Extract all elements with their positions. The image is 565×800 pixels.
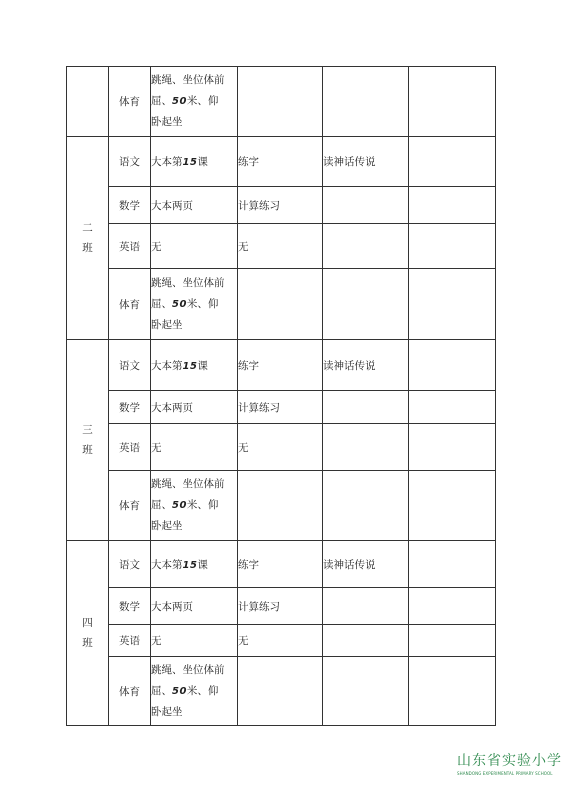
empty-cell	[409, 391, 496, 424]
school-logo	[457, 750, 565, 776]
pe-number: 50	[172, 96, 187, 107]
empty-cell	[323, 471, 409, 541]
empty-cell	[409, 657, 496, 726]
empty-cell	[409, 625, 496, 657]
pe-line: 跳绳、坐位体前	[151, 478, 225, 490]
subject-cell: 体育	[109, 67, 151, 137]
pe-line: 米、仰	[186, 297, 219, 310]
content-cell	[151, 137, 238, 187]
empty-cell	[409, 471, 496, 541]
pe-content-cell	[151, 269, 238, 340]
subject-cell: 体育	[109, 471, 151, 541]
empty-cell	[238, 269, 323, 340]
subject-cell: 数学	[109, 391, 151, 424]
lesson-number: 15	[182, 157, 198, 168]
class-name-char: 班	[82, 444, 93, 456]
content-text: 课	[197, 156, 208, 168]
subject-cell: 体育	[109, 269, 151, 340]
class-name-char: 三	[82, 424, 93, 436]
pe-line: 卧起坐	[151, 116, 183, 128]
empty-cell	[323, 391, 409, 424]
pe-number: 50	[172, 685, 187, 697]
homework-table	[66, 66, 496, 726]
class-cell	[67, 67, 109, 137]
subject-cell: 英语	[109, 224, 151, 269]
school-logo-chinese: 山东省实验小学	[457, 753, 562, 769]
empty-cell	[323, 224, 409, 269]
pe-line: 跳绳、坐位体前	[151, 74, 225, 86]
content-cell: 无	[151, 224, 238, 269]
lesson-number: 15	[182, 559, 198, 571]
pe-line: 卧起坐	[151, 705, 183, 718]
empty-cell	[409, 224, 496, 269]
class-name-cell	[67, 137, 109, 340]
empty-cell	[409, 67, 496, 137]
subject-cell: 语文	[109, 541, 151, 588]
empty-cell	[323, 625, 409, 657]
class-name-cell	[67, 340, 109, 541]
table-row	[67, 541, 496, 588]
pe-line: 屈、	[151, 684, 172, 697]
subject-cell: 数学	[109, 588, 151, 625]
empty-cell	[323, 424, 409, 471]
content-cell: 读神话传说	[323, 541, 409, 588]
content-cell: 读神话传说	[323, 340, 409, 391]
empty-cell	[323, 187, 409, 224]
content-text: 大本第	[151, 156, 183, 168]
class-name-char: 班	[82, 242, 93, 254]
content-cell: 无	[238, 625, 323, 657]
empty-cell	[409, 187, 496, 224]
school-logo-english: SHANDONG EXPERIMENTAL PRIMARY SCHOOL	[457, 771, 553, 776]
empty-cell	[409, 269, 496, 340]
empty-cell	[409, 137, 496, 187]
content-text: 大本第	[151, 558, 183, 571]
class-name-char: 班	[82, 637, 93, 649]
lesson-number: 15	[182, 360, 198, 372]
content-cell: 大本两页	[151, 187, 238, 224]
content-cell	[151, 340, 238, 391]
empty-cell	[323, 657, 409, 726]
empty-cell	[238, 67, 323, 137]
pe-number: 50	[172, 298, 187, 310]
subject-cell: 体育	[109, 657, 151, 726]
pe-content-cell	[151, 67, 238, 137]
table-row	[67, 657, 496, 726]
empty-cell	[409, 541, 496, 588]
pe-line: 屈、	[151, 297, 172, 310]
content-cell: 计算练习	[238, 391, 323, 424]
pe-line: 屈、	[151, 499, 172, 511]
class-name-cell	[67, 541, 109, 726]
empty-cell	[238, 471, 323, 541]
pe-line: 跳绳、坐位体前	[151, 276, 225, 289]
empty-cell	[238, 657, 323, 726]
pe-number: 50	[172, 500, 187, 511]
subject-cell: 语文	[109, 340, 151, 391]
content-cell: 计算练习	[238, 588, 323, 625]
content-cell: 大本两页	[151, 391, 238, 424]
content-cell: 练字	[238, 137, 323, 187]
table-row	[67, 67, 496, 137]
empty-cell	[409, 588, 496, 625]
pe-line: 米、仰	[186, 499, 219, 511]
content-cell: 练字	[238, 541, 323, 588]
table-row	[67, 625, 496, 657]
class-name-char: 二	[82, 222, 93, 234]
content-cell: 无	[238, 224, 323, 269]
pe-line: 跳绳、坐位体前	[151, 663, 225, 676]
content-cell: 大本两页	[151, 588, 238, 625]
content-text: 课	[197, 359, 208, 372]
pe-line: 屈、	[151, 95, 172, 107]
pe-content-cell	[151, 657, 238, 726]
pe-line: 米、仰	[186, 95, 219, 107]
subject-cell: 语文	[109, 137, 151, 187]
content-text: 课	[197, 558, 208, 571]
table-row	[67, 391, 496, 424]
subject-cell: 英语	[109, 625, 151, 657]
pe-line: 卧起坐	[151, 520, 183, 532]
pe-line: 卧起坐	[151, 318, 183, 331]
empty-cell	[323, 588, 409, 625]
content-cell: 无	[151, 424, 238, 471]
table-row	[67, 471, 496, 541]
content-text: 大本第	[151, 359, 183, 372]
empty-cell	[323, 67, 409, 137]
table-row	[67, 269, 496, 340]
table-row	[67, 588, 496, 625]
content-cell	[151, 541, 238, 588]
table-row	[67, 224, 496, 269]
content-cell: 读神话传说	[323, 137, 409, 187]
class-name-char: 四	[82, 617, 93, 629]
empty-cell	[323, 269, 409, 340]
pe-content-cell	[151, 471, 238, 541]
table-row	[67, 187, 496, 224]
content-cell: 计算练习	[238, 187, 323, 224]
table-row	[67, 137, 496, 187]
table-row	[67, 424, 496, 471]
content-cell: 练字	[238, 340, 323, 391]
content-cell: 无	[151, 625, 238, 657]
pe-line: 米、仰	[186, 684, 219, 697]
subject-cell: 数学	[109, 187, 151, 224]
subject-cell: 英语	[109, 424, 151, 471]
empty-cell	[409, 340, 496, 391]
table-row	[67, 340, 496, 391]
empty-cell	[409, 424, 496, 471]
content-cell: 无	[238, 424, 323, 471]
